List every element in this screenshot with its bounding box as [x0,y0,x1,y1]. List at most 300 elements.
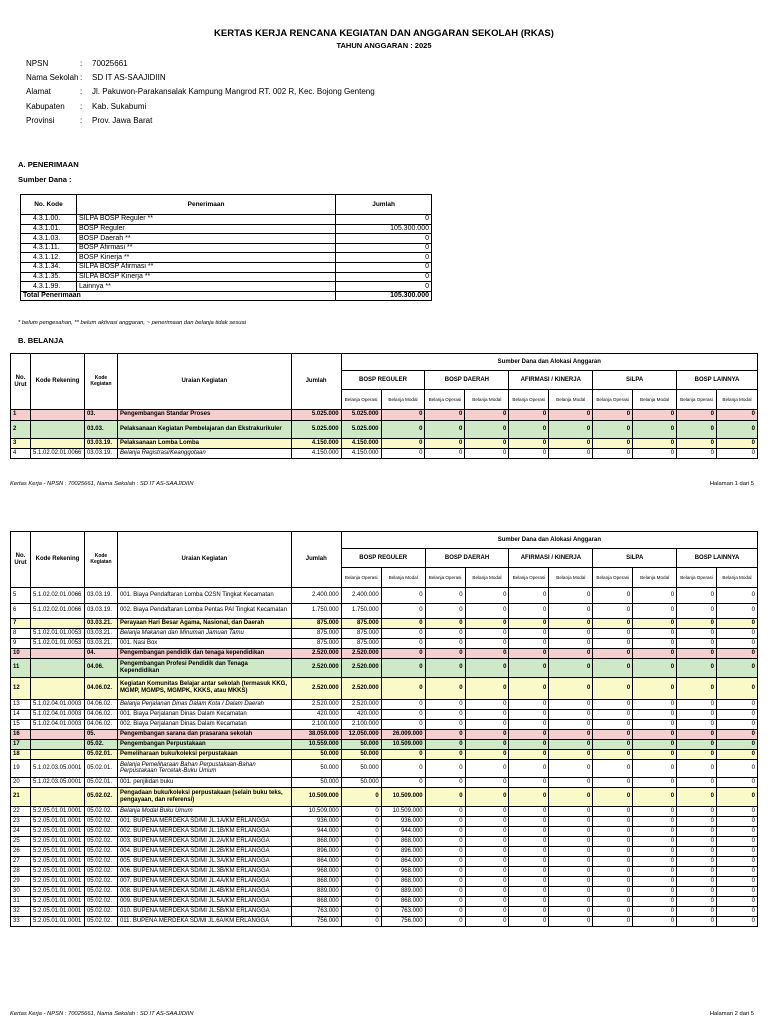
row-alokasi: 0 [716,906,757,916]
row-jumlah: 2.520.000 [291,659,341,678]
belanja-row [11,677,758,699]
row-alokasi: 0 [716,749,757,759]
row-uraian: 007. BUPENA MERDEKA SD/MI JL.4A/KM ERLANGGA [117,876,291,886]
row-alokasi: 0 [425,886,465,896]
row-alokasi: 0 [425,603,465,619]
row-no: 28 [11,866,31,876]
row-jumlah: 420.000 [291,709,341,719]
row-uraian: Pelaksanaan Lomba Lomba [117,439,291,449]
belanja-row [11,629,758,639]
row-kode-rekening: 5.1.02.04.01.0003 [30,699,84,709]
row-kode-kegiatan: 05.02.02. [84,916,117,926]
row-jumlah: 2.400.000 [291,588,341,604]
row-alokasi: 0 [465,826,509,836]
row-kode-kegiatan: 03.03.21. [84,619,117,629]
row-alokasi: 0 [677,916,717,926]
row-uraian: Pelaksanaan Kegiatan Pembelajaran dan Ekstrakurikuler [117,420,291,439]
row-alokasi: 0 [593,876,633,886]
row-kode-kegiatan: 05.02.01. [84,759,117,778]
row-uraian: 001. Nasi Box [117,639,291,649]
row-uraian: 011. BUPENA MERDEKA SD/MI JL.6A/KM ERLANGGA [117,916,291,926]
row-alokasi: 0 [716,876,757,886]
row-alokasi: 0 [425,629,465,639]
row-no: 21 [11,788,31,807]
row-alokasi: 0 [425,759,465,778]
penerimaan-amount: 0 [336,253,432,263]
row-uraian: 002. BUPENA MERDEKA SD/MI JL.1B/KM ERLANGGA [117,826,291,836]
row-alokasi: 0 [341,876,381,886]
row-alokasi: 0 [593,629,633,639]
row-kode-rekening: 5.1.02.03.05.0001 [30,778,84,788]
penerimaan-code: 4.3.1.01. [21,224,77,234]
row-alokasi: 0 [633,719,677,729]
row-jumlah: 868.000 [291,876,341,886]
belanja-row [11,719,758,729]
header-penerimaan: Penerimaan [76,195,335,215]
belanja-row [11,659,758,678]
row-jumlah: 4.150.000 [291,449,341,459]
row-alokasi: 864.000 [381,856,425,866]
row-alokasi: 0 [549,836,593,846]
info-npsn: NPSN : 70025661 [26,58,128,68]
row-alokasi: 2.520.000 [341,659,381,678]
row-alokasi: 0 [677,729,717,739]
row-no: 17 [11,739,31,749]
row-alokasi: 0 [593,906,633,916]
row-jumlah: 50.000 [291,778,341,788]
row-alokasi: 0 [593,896,633,906]
row-alokasi: 0 [716,659,757,678]
penerimaan-note: * belum pengesahan, ** belum aktivasi anggaran, ~ penerimaan dan belanja tidak sesuai [18,320,247,326]
row-alokasi: 0 [381,759,425,778]
row-alokasi: 0 [425,588,465,604]
row-jumlah: 968.000 [291,866,341,876]
penerimaan-code: 4.3.1.03. [21,234,77,244]
row-alokasi: 5.025.000 [341,420,381,439]
row-kode-rekening: 5.1.02.02.01.0066 [30,603,84,619]
row-alokasi: 0 [633,866,677,876]
row-alokasi: 0 [593,788,633,807]
row-uraian: 006. BUPENA MERDEKA SD/MI JL.3B/KM ERLANGGA [117,866,291,876]
row-alokasi: 0 [633,639,677,649]
row-alokasi: 0 [425,906,465,916]
row-no: 25 [11,836,31,846]
row-kode-rekening: 5.2.05.01.01.0001 [30,866,84,876]
row-alokasi: 1.750.000 [341,603,381,619]
row-alokasi: 0 [716,836,757,846]
row-alokasi: 0 [549,886,593,896]
row-alokasi: 0 [677,659,717,678]
row-alokasi: 0 [549,916,593,926]
header-no-kode: No. Kode [21,195,77,215]
row-alokasi: 0 [633,699,677,709]
row-alokasi: 0 [549,866,593,876]
row-alokasi: 0 [465,699,509,709]
header-uraian: Uraian Kegiatan [117,354,291,410]
row-alokasi: 0 [465,729,509,739]
row-alokasi: 0 [633,806,677,816]
row-alokasi: 0 [633,916,677,926]
header-group: BOSP REGULER [341,371,425,390]
row-kode-rekening: 5.2.05.01.01.0001 [30,846,84,856]
row-kode-rekening [30,649,84,659]
row-kode-kegiatan: 04.06.02. [84,677,117,699]
row-kode-rekening: 5.1.02.04.01.0003 [30,709,84,719]
row-alokasi: 0 [716,449,757,459]
row-alokasi: 0 [716,846,757,856]
penerimaan-code: 4.3.1.11. [21,243,77,253]
row-uraian: 008. BUPENA MERDEKA SD/MI JL.4B/KM ERLANGGA [117,886,291,896]
row-jumlah: 1.750.000 [291,603,341,619]
belanja-table-page-2 [10,531,758,927]
row-alokasi: 0 [593,439,633,449]
footer-left-page-2: Kertas Kerja - NPSN : 70025661, Nama Sekolah : SD IT AS-SAAJIDIIN [10,1011,194,1017]
row-jumlah: 889.000 [291,886,341,896]
row-alokasi: 0 [341,806,381,816]
row-alokasi: 0 [381,420,425,439]
row-kode-rekening: 5.2.05.01.01.0001 [30,886,84,896]
header-belanja-operasi: Belanja Operasi [677,390,717,410]
row-kode-rekening: 5.1.02.01.01.0053 [30,629,84,639]
row-alokasi: 0 [677,778,717,788]
row-alokasi: 0 [549,759,593,778]
row-no: 15 [11,719,31,729]
row-uraian: 005. BUPENA MERDEKA SD/MI JL.3A/KM ERLANGGA [117,856,291,866]
row-no: 5 [11,588,31,604]
row-jumlah: 38.059.000 [291,729,341,739]
row-kode-kegiatan: 05.02.02. [84,826,117,836]
row-kode-kegiatan: 05. [84,729,117,739]
row-alokasi: 0 [465,449,509,459]
row-uraian: Belanja Registrasi/Keanggotaan [117,449,291,459]
row-kode-kegiatan: 04.06.02. [84,709,117,719]
row-alokasi: 0 [381,677,425,699]
belanja-row [11,896,758,906]
row-alokasi: 0 [465,876,509,886]
row-kode-kegiatan: 03.03.19. [84,588,117,604]
row-alokasi: 0 [341,856,381,866]
row-alokasi: 0 [716,677,757,699]
row-alokasi: 0 [509,659,549,678]
row-kode-kegiatan: 05.02.02. [84,856,117,866]
row-alokasi: 0 [716,826,757,836]
document-page-2 [0,527,768,1024]
penerimaan-name: SILPA BOSP Afirmasi ** [76,262,335,272]
row-alokasi: 0 [509,410,549,421]
row-alokasi: 0 [381,449,425,459]
row-kode-rekening [30,410,84,421]
row-jumlah: 5.025.000 [291,420,341,439]
row-alokasi: 0 [425,836,465,846]
row-uraian: 004. BUPENA MERDEKA SD/MI JL.2B/KM ERLANGGA [117,846,291,856]
header-belanja-operasi: Belanja Operasi [509,390,549,410]
row-alokasi: 0 [549,729,593,739]
row-alokasi: 0 [465,739,509,749]
row-alokasi: 50.000 [341,749,381,759]
row-alokasi: 0 [381,639,425,649]
header-jumlah: Jumlah [291,354,341,410]
row-alokasi: 2.520.000 [341,649,381,659]
row-alokasi: 0 [549,896,593,906]
row-alokasi: 10.509.000 [381,739,425,749]
header-belanja-modal: Belanja Modal [549,568,593,588]
belanja-row [11,886,758,896]
row-alokasi: 0 [677,866,717,876]
row-kode-kegiatan: 05.02.02. [84,876,117,886]
row-alokasi: 0 [425,856,465,866]
row-alokasi: 0 [593,916,633,926]
row-jumlah: 868.000 [291,896,341,906]
row-alokasi: 0 [509,629,549,639]
row-alokasi: 50.000 [341,739,381,749]
belanja-row [11,856,758,866]
row-alokasi: 0 [549,677,593,699]
row-alokasi: 0 [633,677,677,699]
row-jumlah: 763.000 [291,906,341,916]
row-alokasi: 0 [509,439,549,449]
row-kode-kegiatan: 04.06.02. [84,699,117,709]
penerimaan-amount: 0 [336,215,432,225]
row-alokasi: 0 [341,866,381,876]
row-uraian: 003. BUPENA MERDEKA SD/MI JL.2A/KM ERLANGGA [117,836,291,846]
row-alokasi: 0 [633,709,677,719]
row-alokasi: 0 [341,826,381,836]
header-group: AFIRMASI / KINERJA [509,549,593,568]
row-alokasi: 0 [381,603,425,619]
row-alokasi: 896.000 [381,846,425,856]
row-alokasi: 0 [509,639,549,649]
row-no: 24 [11,826,31,836]
row-alokasi: 0 [633,778,677,788]
row-kode-kegiatan: 03.03.19. [84,603,117,619]
row-no: 23 [11,816,31,826]
row-alokasi: 0 [716,896,757,906]
header-uraian: Uraian Kegiatan [117,532,291,588]
row-alokasi: 0 [633,759,677,778]
row-alokasi: 0 [633,856,677,866]
header-jumlah: Jumlah [336,195,432,215]
row-kode-rekening: 5.1.02.01.01.0053 [30,639,84,649]
header-jumlah: Jumlah [291,532,341,588]
row-alokasi: 0 [465,659,509,678]
row-alokasi: 0 [549,709,593,719]
row-alokasi: 0 [465,836,509,846]
row-alokasi: 0 [465,788,509,807]
belanja-row [11,588,758,604]
row-no: 6 [11,603,31,619]
row-alokasi: 868.000 [381,896,425,906]
row-alokasi: 0 [716,439,757,449]
row-kode-kegiatan: 05.02.02. [84,816,117,826]
penerimaan-row [21,215,432,225]
row-alokasi: 0 [381,778,425,788]
row-no: 9 [11,639,31,649]
row-kode-rekening [30,788,84,807]
row-uraian: Pengadaan buku/koleksi perpustakaan (selain buku teks, pengayaan, dan referensi) [117,788,291,807]
row-kode-rekening: 5.2.05.01.01.0001 [30,816,84,826]
row-alokasi: 0 [593,588,633,604]
row-alokasi: 0 [381,649,425,659]
row-alokasi: 0 [677,846,717,856]
belanja-row [11,906,758,916]
belanja-row [11,410,758,421]
row-kode-kegiatan: 05.02. [84,739,117,749]
row-alokasi: 0 [465,778,509,788]
row-alokasi: 0 [425,719,465,729]
document-title: KERTAS KERJA RENCANA KEGIATAN DAN ANGGARAN SEKOLAH (RKAS) [214,28,554,39]
row-alokasi: 889.000 [381,886,425,896]
row-alokasi: 4.150.000 [341,449,381,459]
row-kode-kegiatan: 05.02.02. [84,846,117,856]
row-alokasi: 0 [677,906,717,916]
row-uraian: Kegiatan Komunitas Belajar antar sekolah (termasuk KKG, MGMP, MGMPS, MGMPK, KKKS, atau MKKS) [117,677,291,699]
belanja-row [11,806,758,816]
row-alokasi: 0 [425,449,465,459]
row-jumlah: 4.150.000 [291,439,341,449]
header-group: SiLPA [593,371,677,390]
row-alokasi: 0 [509,699,549,709]
row-alokasi: 10.509.000 [381,788,425,807]
row-no: 32 [11,906,31,916]
row-alokasi: 0 [465,806,509,816]
row-uraian: Pengembangan Standar Proses [117,410,291,421]
belanja-row [11,866,758,876]
row-alokasi: 0 [633,420,677,439]
row-alokasi: 0 [593,639,633,649]
row-alokasi: 0 [549,603,593,619]
penerimaan-code: 4.3.1.00. [21,215,77,225]
row-alokasi: 0 [509,816,549,826]
row-alokasi: 0 [633,896,677,906]
document-subtitle: TAHUN ANGGARAN : 2025 [336,41,432,50]
row-no: 10 [11,649,31,659]
row-no: 3 [11,439,31,449]
row-alokasi: 0 [593,603,633,619]
row-alokasi: 0 [549,699,593,709]
row-alokasi: 944.000 [381,826,425,836]
row-jumlah: 936.000 [291,816,341,826]
school-info [26,56,375,127]
header-belanja-modal: Belanja Modal [465,390,509,410]
row-kode-rekening [30,739,84,749]
row-alokasi: 50.000 [341,759,381,778]
row-jumlah: 50.000 [291,749,341,759]
row-alokasi: 0 [425,739,465,749]
row-alokasi: 0 [425,420,465,439]
footer-left-page-1: Kertas Kerja - NPSN : 70025661, Nama Sekolah : SD IT AS-SAAJIDIIN [10,481,194,487]
row-alokasi: 0 [716,788,757,807]
belanja-row [11,449,758,459]
row-alokasi: 0 [381,619,425,629]
penerimaan-name: Lainnya ** [76,282,335,292]
row-uraian: Pengembangan Perpustakaan [117,739,291,749]
row-alokasi: 0 [465,709,509,719]
row-alokasi: 0 [425,729,465,739]
row-alokasi: 0 [381,410,425,421]
row-alokasi: 0 [593,709,633,719]
row-kode-rekening [30,729,84,739]
row-alokasi: 0 [549,629,593,639]
row-alokasi: 0 [593,410,633,421]
belanja-row [11,846,758,856]
page-gap [0,497,768,527]
row-kode-rekening: 5.1.02.02.01.0066 [30,588,84,604]
row-alokasi: 0 [509,709,549,719]
row-alokasi: 0 [677,420,717,439]
row-alokasi: 0 [549,788,593,807]
row-alokasi: 0 [465,916,509,926]
row-alokasi: 0 [716,420,757,439]
row-alokasi: 0 [716,806,757,816]
row-alokasi: 0 [716,639,757,649]
row-kode-kegiatan: 05.02.02. [84,886,117,896]
row-alokasi: 0 [465,410,509,421]
row-alokasi: 0 [677,816,717,826]
row-alokasi: 0 [716,816,757,826]
header-sumber-dana: Sumber Dana dan Alokasi Anggaran [341,354,757,371]
header-belanja-operasi: Belanja Operasi [425,568,465,588]
info-province: Provinsi : Prov. Jawa Barat [26,115,153,125]
row-alokasi: 0 [549,816,593,826]
row-alokasi: 0 [549,439,593,449]
row-alokasi: 0 [716,729,757,739]
row-kode-kegiatan: 05.02.01. [84,749,117,759]
row-alokasi: 0 [465,588,509,604]
row-alokasi: 0 [425,659,465,678]
row-jumlah: 2.520.000 [291,677,341,699]
row-jumlah: 10.509.000 [291,806,341,816]
row-alokasi: 0 [677,677,717,699]
row-alokasi: 0 [341,846,381,856]
row-alokasi: 0 [549,588,593,604]
row-uraian: Belanja Modal Buku Umum [117,806,291,816]
header-belanja-operasi: Belanja Operasi [677,568,717,588]
row-alokasi: 0 [633,906,677,916]
header-group: AFIRMASI / KINERJA [509,371,593,390]
row-kode-kegiatan: 05.02.02. [84,906,117,916]
row-alokasi: 0 [549,619,593,629]
row-alokasi: 0 [425,699,465,709]
row-alokasi: 0 [425,410,465,421]
row-alokasi: 0 [716,856,757,866]
row-alokasi: 12.050.000 [341,729,381,739]
header-belanja-modal: Belanja Modal [716,390,757,410]
row-kode-rekening [30,677,84,699]
row-alokasi: 875.000 [341,639,381,649]
row-alokasi: 0 [677,439,717,449]
belanja-row [11,759,758,778]
row-alokasi: 0 [509,826,549,836]
row-alokasi: 0 [509,886,549,896]
row-alokasi: 2.520.000 [341,677,381,699]
row-alokasi: 0 [425,778,465,788]
header-kode-kegiatan: Kode Kegiatan [84,532,117,588]
header-no-urut: No. Urut [11,532,31,588]
penerimaan-row [21,262,432,272]
belanja-row [11,778,758,788]
belanja-row [11,836,758,846]
row-alokasi: 0 [465,886,509,896]
row-alokasi: 0 [425,619,465,629]
row-alokasi: 0 [341,906,381,916]
row-jumlah: 896.000 [291,846,341,856]
row-uraian: Pengembangan sarana dan prasarana sekolah [117,729,291,739]
row-alokasi: 0 [633,826,677,836]
row-jumlah: 944.000 [291,826,341,836]
row-no: 14 [11,709,31,719]
row-no: 27 [11,856,31,866]
row-alokasi: 0 [509,677,549,699]
